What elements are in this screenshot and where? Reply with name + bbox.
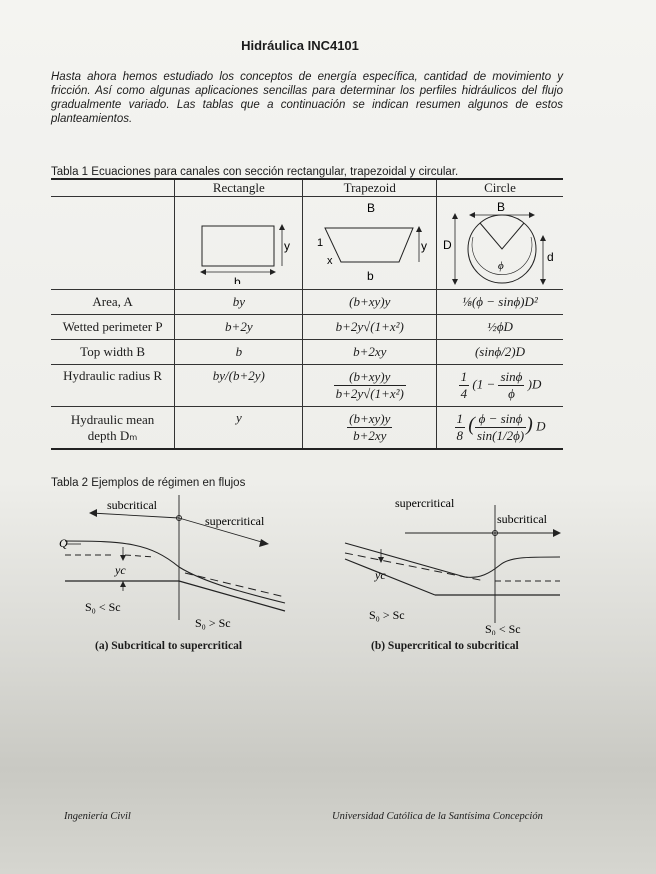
footer-right: Universidad Católica de la Santísima Concepción bbox=[332, 811, 543, 822]
cell-value: by bbox=[175, 290, 303, 315]
label-s-left-a: S₀ < Sc bbox=[85, 600, 121, 614]
cell-value: by/(b+2y) bbox=[175, 365, 303, 407]
table-row bbox=[51, 407, 563, 450]
table-row bbox=[51, 340, 563, 365]
row-label: Hydraulic radius R bbox=[51, 365, 175, 407]
trap-b-label: b bbox=[366, 269, 374, 283]
cell-value: $\frac{(b+xy)y}{b+2xy}$ bbox=[303, 407, 437, 450]
cell-value: (b+xy)y bbox=[303, 290, 437, 315]
row-label: Area, A bbox=[51, 290, 175, 315]
rect-y-label: y bbox=[283, 239, 290, 253]
trapezoid-diagram-cell bbox=[303, 197, 437, 290]
cell-value: b+2y bbox=[175, 315, 303, 340]
label-Q: Q bbox=[59, 536, 68, 550]
table-header-row bbox=[51, 179, 563, 197]
label-supercritical: supercritical bbox=[205, 514, 265, 528]
empty-shape-cell bbox=[51, 197, 175, 290]
intro-paragraph: Hasta ahora hemos estudiado los conceptos de energía específica, cantidad de movimiento y fricción. Así como algunas aplicaciones sencillas para determinar los perfiles hidráulicos del flujo gradualmente variado. Las tablas que a continuación se indican resumen algunos de estos planteamientos. bbox=[51, 71, 563, 125]
cell-value: ⅛(ϕ − sinϕ)D² bbox=[437, 290, 564, 315]
cell-value: $\frac{1}{4}$ (1 − $\frac{\sin\phi}{\phi}$ )D bbox=[437, 365, 564, 407]
label-supercritical-b: supercritical bbox=[395, 496, 455, 510]
trap-y-label: y bbox=[420, 239, 427, 253]
circle-diagram-cell bbox=[437, 197, 564, 290]
circle-section-diagram bbox=[441, 197, 559, 285]
water-surface-line bbox=[65, 541, 285, 603]
table-row bbox=[51, 290, 563, 315]
label-yc-b: yc bbox=[375, 568, 386, 582]
trap-B-label: B bbox=[366, 201, 375, 215]
page-title: Hidráulica INC4101 bbox=[241, 38, 359, 53]
cell-value: (sinϕ/2)D bbox=[437, 340, 564, 365]
trapezoid-section-diagram bbox=[311, 198, 429, 284]
figure-subcritical-to-supercritical bbox=[55, 495, 295, 635]
figure-a-caption: (a) Subcritical to supercritical bbox=[95, 640, 243, 652]
label-s-left-b: S₀ > Sc bbox=[369, 608, 405, 622]
cell-value: b bbox=[175, 340, 303, 365]
footer-left: Ingeniería Civil bbox=[64, 811, 131, 822]
label-subcritical: subcritical bbox=[107, 498, 157, 512]
col-trapezoid: Trapezoid bbox=[303, 179, 437, 197]
table1-caption: Tabla 1 Ecuaciones para canales con sección rectangular, trapezoidal y circular. bbox=[51, 166, 459, 178]
row-label: Wetted perimeter P bbox=[51, 315, 175, 340]
cell-value: b+2xy bbox=[303, 340, 437, 365]
figure-supercritical-to-subcritical bbox=[335, 495, 575, 635]
rectangle-section-diagram bbox=[184, 198, 294, 284]
cell-value: $\frac{1}{8}$ ( $\frac{\phi - \sin\phi}{\sin(1/2\phi)}$ ) D bbox=[437, 407, 564, 450]
cell-value: b+2y√(1+x²) bbox=[303, 315, 437, 340]
circ-d-label: d bbox=[547, 250, 554, 264]
label-yc-a: yc bbox=[115, 563, 126, 577]
equations-table bbox=[51, 178, 563, 450]
trap-1-label: 1 bbox=[316, 237, 323, 249]
circ-phi-label: ϕ bbox=[498, 260, 504, 272]
circ-D-label: D bbox=[443, 238, 452, 252]
label-subcritical-b: subcritical bbox=[497, 512, 547, 526]
fraction: $\frac{(b+xy)y}{\text{b+2y√(1+x²)}}$ bbox=[335, 369, 404, 401]
trap-x-label: x bbox=[326, 255, 333, 267]
cell-value: y bbox=[175, 407, 303, 450]
rectangle-diagram-cell bbox=[175, 197, 303, 290]
cell-value bbox=[303, 365, 437, 407]
label-s-right-a: S₀ > Sc bbox=[195, 616, 231, 630]
table2-caption: Tabla 2 Ejemplos de régimen en flujos bbox=[51, 477, 246, 489]
rect-b-label: b bbox=[233, 275, 241, 284]
hydraulic-jump-line bbox=[465, 557, 560, 577]
table-row bbox=[51, 315, 563, 340]
circ-B-label: B bbox=[497, 200, 506, 214]
row-label: Hydraulic mean depth Dₘ bbox=[51, 407, 175, 450]
table-row bbox=[51, 365, 563, 407]
label-s-right-b: S₀ < Sc bbox=[485, 622, 521, 635]
col-circle: Circle bbox=[437, 179, 564, 197]
shape-row bbox=[51, 197, 563, 290]
cell-value: ½ϕD bbox=[437, 315, 564, 340]
row-label: Top width B bbox=[51, 340, 175, 365]
figure-b-caption: (b) Supercritical to subcritical bbox=[371, 640, 519, 652]
col-rectangle: Rectangle bbox=[175, 179, 303, 197]
empty-header-cell bbox=[51, 179, 175, 197]
